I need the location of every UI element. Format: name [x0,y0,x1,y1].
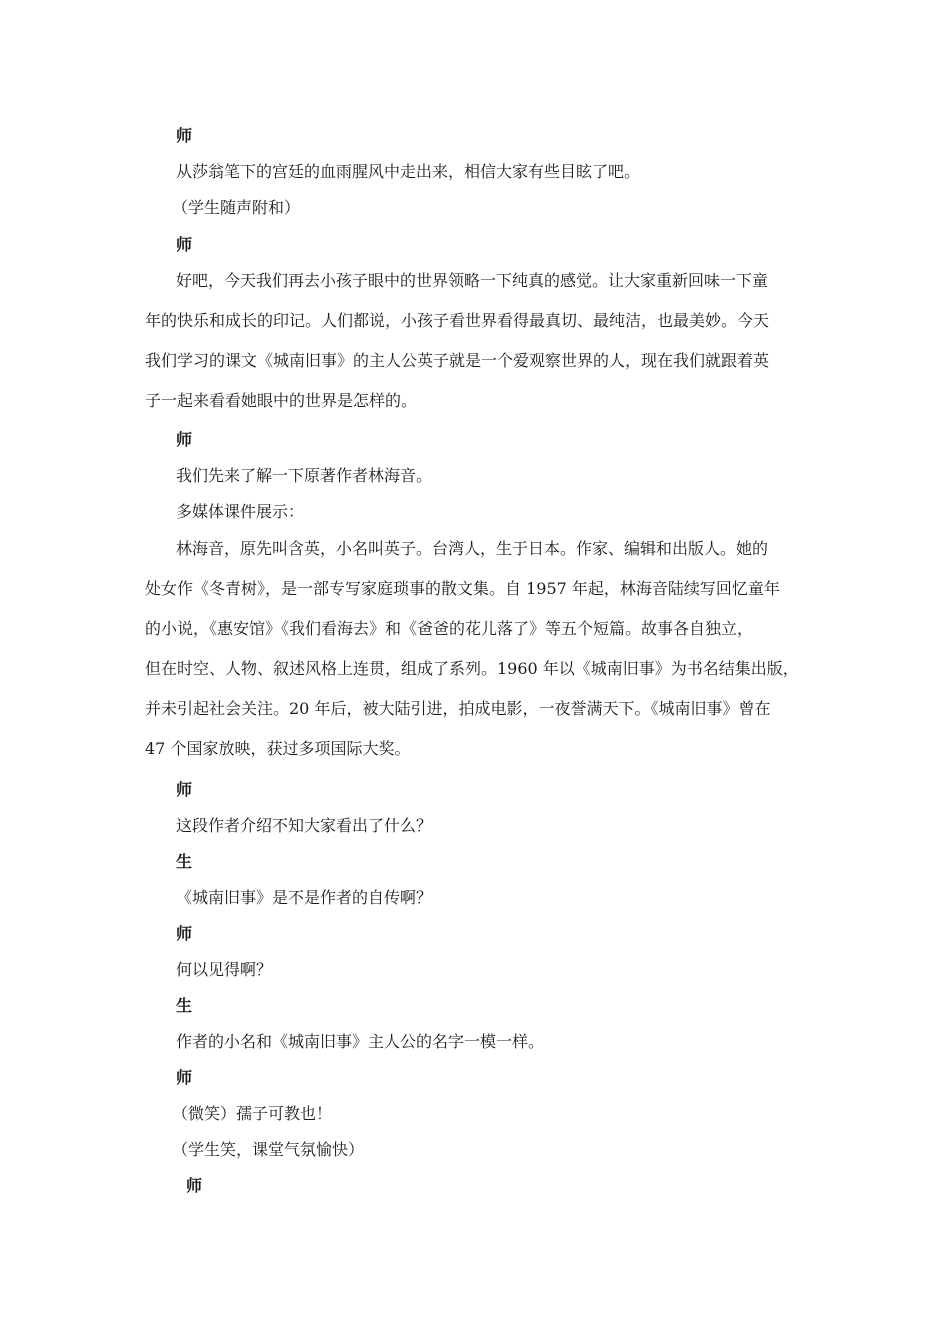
paragraph-line: 林海音，原先叫含英，小名叫英子。台湾人，生于日本。作家、编辑和出版人。她的 [176,539,769,558]
paragraph-line: 我们学习的课文《城南旧事》的主人公英子就是一个爱观察世界的人，现在我们就跟着英 [145,351,770,370]
paragraph-line: 多媒体课件展示： [176,502,305,521]
speaker-teacher: 师 [176,780,193,799]
paragraph-line: 的小说，《惠安馆》《我们看海去》和《爸爸的花儿落了》等五个短篇。故事各自独立， [145,619,754,638]
speaker-teacher: 师 [186,1176,203,1195]
speaker-teacher: 师 [176,924,193,943]
speaker-student: 生 [176,996,193,1015]
stage-direction: （学生笑，课堂气氛愉快） [172,1140,365,1159]
paragraph-line: 《城南旧事》是不是作者的自传啊？ [176,888,433,907]
speaker-teacher: 师 [176,126,193,145]
paragraph-line: 何以见得啊？ [176,960,273,979]
stage-direction: （微笑）孺子可教也！ [172,1104,333,1123]
paragraph-line: 这段作者介绍不知大家看出了什么？ [176,816,433,835]
paragraph-line: 47 个国家放映，获过多项国际大奖。 [145,739,411,758]
paragraph-line: 但在时空、人物、叙述风格上连贯，组成了系列。1960 年以《城南旧事》为书名结集出版， [145,659,799,678]
paragraph-line: 年的快乐和成长的印记。人们都说，小孩子看世界看得最真切、最纯洁，也最美妙。今天 [145,311,770,330]
stage-direction: （学生随声附和） [172,198,301,217]
speaker-student: 生 [176,852,193,871]
paragraph-line: 从莎翁笔下的宫廷的血雨腥风中走出来，相信大家有些目眩了吧。 [176,162,641,181]
speaker-teacher: 师 [176,430,193,449]
paragraph-line: 处女作《冬青树》，是一部专写家庭琐事的散文集。自 1957 年起，林海音陆续写回忆童年 [145,579,780,598]
paragraph-line: 好吧，今天我们再去小孩子眼中的世界领略一下纯真的感觉。让大家重新回味一下童 [176,271,769,290]
paragraph-line: 子一起来看看她眼中的世界是怎样的。 [145,391,418,410]
speaker-teacher: 师 [176,1068,193,1087]
paragraph-line: 作者的小名和《城南旧事》主人公的名字一模一样。 [176,1032,545,1051]
paragraph-line: 并未引起社会关注。20 年后，被大陆引进，拍成电影，一夜誉满天下。《城南旧事》曾在 [145,699,771,718]
paragraph-line: 我们先来了解一下原著作者林海音。 [176,466,433,485]
speaker-teacher: 师 [176,235,193,254]
